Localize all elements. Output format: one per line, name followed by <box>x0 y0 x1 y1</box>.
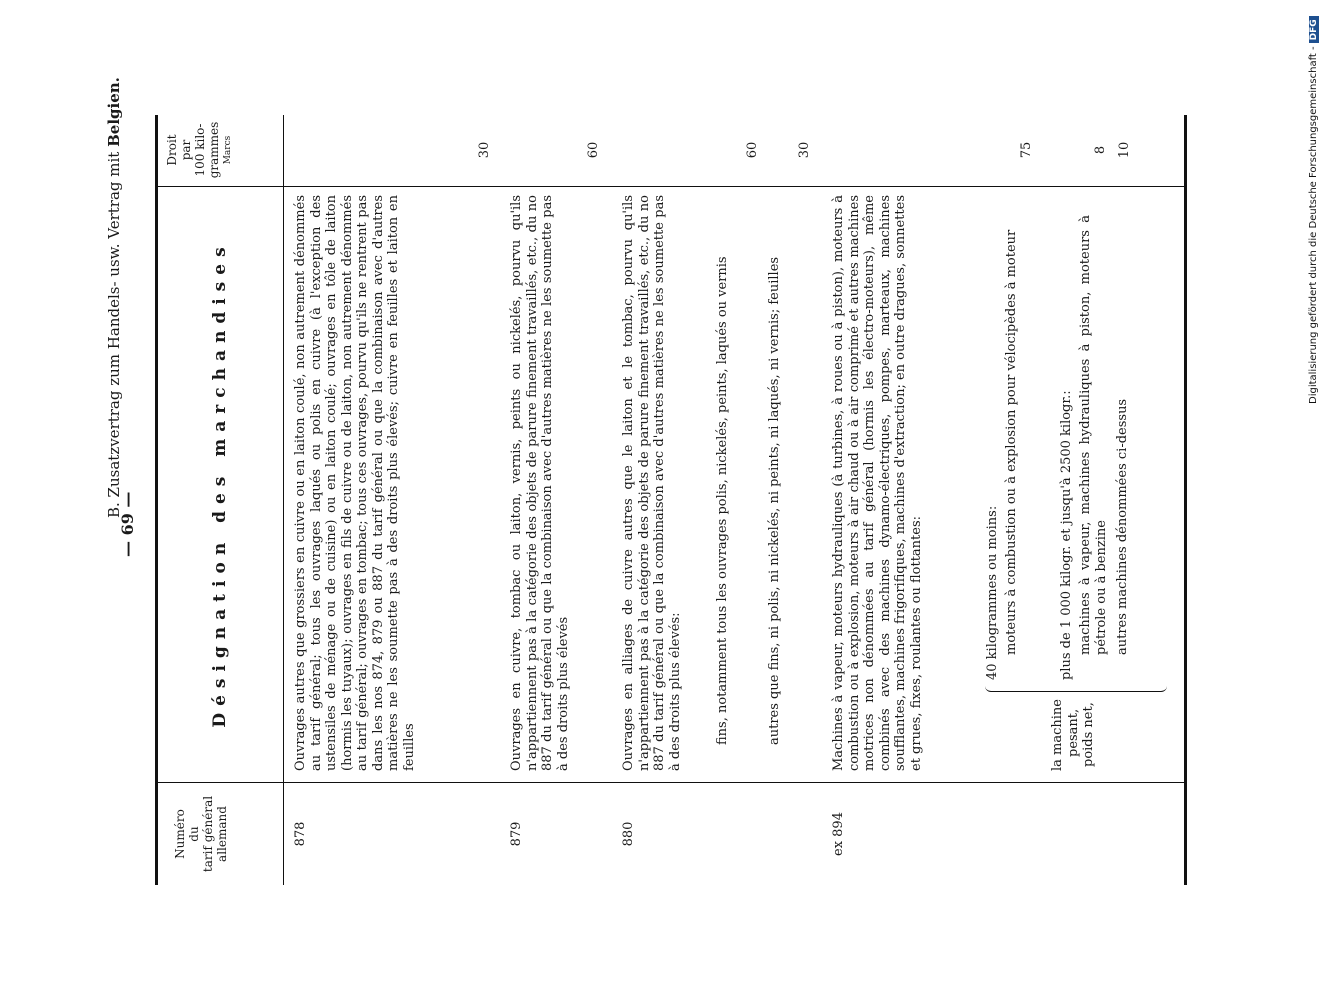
row-number-878: 878 <box>293 821 308 847</box>
row-rate-878: 30 <box>477 141 492 159</box>
running-title: B. Zusatzvertrag zum Handels- usw. Vertrag mit Belgien. <box>105 77 123 518</box>
group-40kg-rate: 75 <box>1019 141 1034 159</box>
column-divider-1 <box>155 782 1187 783</box>
row-number-880: 880 <box>621 821 636 847</box>
table-top-rule <box>155 115 158 885</box>
row-text-879: Ouvrages en cuivre, tombac ou laiton, vernis, peints ou nickelés, pourvu qu'ils n'appartiennent pas à la catégorie des objets de parure finement travaillés, etc., du no 887 du tarif général ou que la combinaison avec d'autres matières ne les soumette pas à des droits plus élevés <box>509 195 571 771</box>
row-rate-879: 60 <box>586 141 601 159</box>
group-40kg-item: moteurs à combustion ou à explosion pour vélocipèdes à moteur <box>1004 229 1019 655</box>
row-880-sub1-rate: 60 <box>745 141 760 159</box>
row-text-ex894: Machines à vapeur, moteurs hydrauliques (à turbines, à roues ou à piston), moteurs à combustion ou à explosion, moteurs à air chaud ou à air comprimé et autres machines motrices non dénommées au tarif général (hormis les électro-moteurs), même combinés avec des machines dynamo-électriques, pompes, marteaux, machines soufflantes, machines frigorifiques, machines d'extraction; en outre dragues, sonnettes et grues, fixes, roulantes ou flottantes: <box>831 195 924 771</box>
tariff-table <box>155 115 1187 885</box>
column-divider-2 <box>155 186 1187 187</box>
machine-brace <box>985 683 1167 692</box>
header-number-column: Numéro du tarif général allemand <box>173 795 229 873</box>
row-number-879: 879 <box>509 821 524 847</box>
table-header-rule <box>283 115 284 885</box>
header-designation-column: Désignation des marchandises <box>210 240 230 728</box>
country-name: Belgien. <box>105 77 123 147</box>
group-1000-2500kg-rate1: 8 <box>1093 145 1108 155</box>
row-text-878: Ouvrages autres que grossiers en cuivre ou en laiton coulé, non autrement dénommés au tarif général; tous les ouvrages laqués ou polis en cuivre (à l'exception des ustensiles de ménage ou de cuisine) ou en laiton coulé; ouvrages en tôle de laiton (hormis les tuyaux); ouvrages en fils de cuivre ou de laiton, non autrement dénommés au tarif général; ouvrages en tombac; tous ces ouvrages, pourvu qu'ils ne rentrent pas dans les nos 874, 879 ou 887 du tarif général ou que la combinaison avec d'autres matières ne les soumette pas à des droits plus élevés; cuivre en feuilles et laiton en feuilles <box>293 195 417 771</box>
dfg-logo: DFG <box>1309 16 1319 43</box>
group-1000-2500kg-rate2: 10 <box>1117 141 1132 159</box>
table-bottom-rule <box>1184 115 1187 885</box>
row-880-sub1: fins, notamment tous les ouvrages polis, nickelés, peints, laqués ou vernis <box>715 256 730 745</box>
row-880-sub2: autres que fins, ni polis, ni nickelés, ni peints, ni laqués, ni vernis; feuilles <box>767 256 782 745</box>
droit-unit: Marcs <box>223 135 233 165</box>
group-1000-2500kg-item2: autres machines dénommées ci-dessus <box>1115 398 1130 655</box>
group-1000-2500kg-item1: machines à vapeur, machines hydrauliques à piston, moteurs à pétrole ou à benzine <box>1078 215 1109 655</box>
machine-label: la machine pesant, poids net, <box>1050 699 1096 771</box>
header-droit-column: Droit par 100 kilo- grammes Marcs <box>165 115 235 185</box>
digitization-credit: Digitalisierung gefördert durch die Deutsche Forschungsgemeinschaft -DFG <box>1308 16 1319 404</box>
group-40kg: 40 kilogrammes ou moins: <box>985 505 1000 680</box>
row-text-880: Ouvrages en alliages de cuivre autres que le laiton et le tombac, pourvu qu'ils n'appartiennent pas à la catégorie des objets de parure finement travaillés, etc., du no 887 du tarif général ou que la combinaison avec d'autres matières ne les soumette pas à des droits plus élevés: <box>621 195 683 771</box>
row-880-sub2-rate: 30 <box>797 141 812 159</box>
page-number: — 69 — <box>118 491 137 557</box>
row-number-ex894: ex 894 <box>831 812 846 856</box>
group-1000-2500kg: plus de 1 000 kilogr. et jusqu'à 2500 kilogr.: <box>1059 390 1074 680</box>
